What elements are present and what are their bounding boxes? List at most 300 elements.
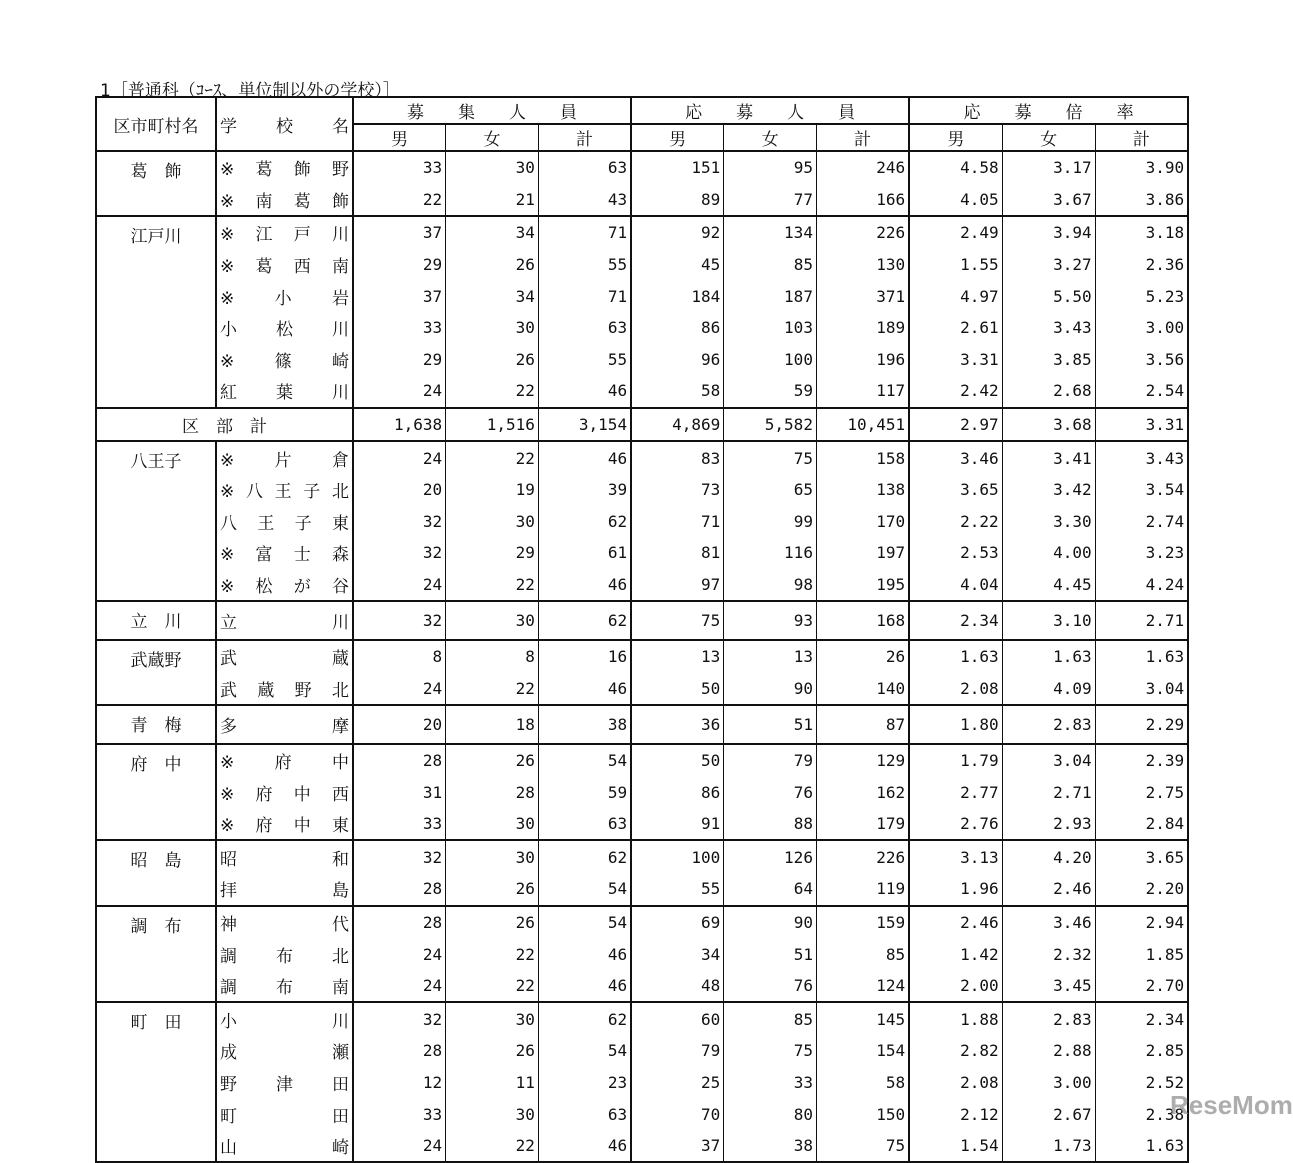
value-cell: 29 [353, 344, 446, 376]
value-cell: 62 [538, 506, 631, 538]
value-cell: 73 [631, 474, 724, 506]
value-cell: 2.08 [909, 1067, 1002, 1099]
value-cell: 2.12 [909, 1098, 1002, 1130]
subtotal-label: 区 部 計 [96, 408, 353, 442]
value-cell: 60 [631, 1002, 724, 1035]
value-cell: 96 [631, 344, 724, 376]
value-cell: 2.61 [909, 312, 1002, 344]
school-name: 紅 葉 川 [216, 375, 353, 408]
value-cell: 3.68 [1002, 408, 1095, 442]
value-cell: 31 [353, 776, 446, 808]
value-cell: 5.23 [1095, 280, 1188, 312]
value-cell: 4.24 [1095, 569, 1188, 602]
value-cell: 116 [724, 537, 817, 569]
value-cell: 1.73 [1002, 1130, 1095, 1163]
value-cell: 61 [538, 537, 631, 569]
value-cell: 98 [724, 569, 817, 602]
value-cell: 80 [724, 1098, 817, 1130]
region-cell: 八王子 [96, 441, 216, 601]
value-cell: 34 [446, 280, 539, 312]
value-cell: 26 [446, 1035, 539, 1067]
value-cell: 46 [538, 970, 631, 1003]
value-cell: 20 [353, 705, 446, 744]
value-cell: 62 [538, 601, 631, 640]
table-row [96, 184, 1188, 217]
value-cell: 2.93 [1002, 808, 1095, 841]
value-cell: 226 [816, 840, 909, 873]
value-cell: 24 [353, 970, 446, 1003]
value-cell: 13 [724, 640, 817, 673]
value-cell: 170 [816, 506, 909, 538]
value-cell: 19 [446, 474, 539, 506]
value-cell: 1.88 [909, 1002, 1002, 1035]
table-row [96, 744, 1188, 777]
subtotal-row [96, 408, 1188, 442]
value-cell: 33 [724, 1067, 817, 1099]
table-row [96, 840, 1188, 873]
school-name: 武 蔵 [216, 640, 353, 673]
header-region: 区市町村名 [96, 97, 216, 151]
value-cell: 3.17 [1002, 151, 1095, 184]
value-cell: 63 [538, 151, 631, 184]
subheader-total: 計 [538, 124, 631, 151]
value-cell: 196 [816, 344, 909, 376]
school-name: 拝 島 [216, 873, 353, 906]
table-row [96, 970, 1188, 1003]
value-cell: 81 [631, 537, 724, 569]
value-cell: 13 [631, 640, 724, 673]
value-cell: 2.00 [909, 970, 1002, 1003]
table-row [96, 249, 1188, 281]
value-cell: 90 [724, 906, 817, 939]
value-cell: 65 [724, 474, 817, 506]
table-row [96, 537, 1188, 569]
value-cell: 24 [353, 569, 446, 602]
admissions-table [95, 96, 1189, 1163]
value-cell: 75 [631, 601, 724, 640]
value-cell: 129 [816, 744, 909, 777]
table-row [96, 776, 1188, 808]
value-cell: 30 [446, 312, 539, 344]
value-cell: 1.63 [1002, 640, 1095, 673]
value-cell: 187 [724, 280, 817, 312]
school-name: ※ 府 中 [216, 744, 353, 777]
table-row [96, 1067, 1188, 1099]
school-name: ※ 松 が 谷 [216, 569, 353, 602]
value-cell: 2.34 [909, 601, 1002, 640]
region-cell: 府 中 [96, 744, 216, 841]
value-cell: 22 [446, 938, 539, 970]
value-cell: 23 [538, 1067, 631, 1099]
subheader-male: 男 [909, 124, 1002, 151]
table-row [96, 906, 1188, 939]
table-row [96, 705, 1188, 744]
value-cell: 37 [353, 216, 446, 249]
value-cell: 1,516 [446, 408, 539, 442]
school-name: ※ 富 士 森 [216, 537, 353, 569]
value-cell: 46 [538, 375, 631, 408]
value-cell: 159 [816, 906, 909, 939]
value-cell: 2.32 [1002, 938, 1095, 970]
value-cell: 28 [446, 776, 539, 808]
value-cell: 62 [538, 840, 631, 873]
value-cell: 3.90 [1095, 151, 1188, 184]
value-cell: 2.94 [1095, 906, 1188, 939]
value-cell: 2.83 [1002, 1002, 1095, 1035]
value-cell: 71 [538, 280, 631, 312]
value-cell: 20 [353, 474, 446, 506]
value-cell: 2.82 [909, 1035, 1002, 1067]
value-cell: 184 [631, 280, 724, 312]
value-cell: 76 [724, 776, 817, 808]
value-cell: 92 [631, 216, 724, 249]
value-cell: 39 [538, 474, 631, 506]
value-cell: 16 [538, 640, 631, 673]
header-oubo: 応 募 人 員 [631, 97, 909, 124]
value-cell: 10,451 [816, 408, 909, 442]
value-cell: 28 [353, 744, 446, 777]
section-title: 1［普通科（ｺｰｽ、単位制以外の学校）］ [100, 81, 400, 101]
value-cell: 4.58 [909, 151, 1002, 184]
value-cell: 22 [446, 673, 539, 706]
value-cell: 83 [631, 441, 724, 474]
value-cell: 3.18 [1095, 216, 1188, 249]
value-cell: 179 [816, 808, 909, 841]
value-cell: 4.00 [1002, 537, 1095, 569]
value-cell: 2.74 [1095, 506, 1188, 538]
school-name: ※ 篠 崎 [216, 344, 353, 376]
value-cell: 3.45 [1002, 970, 1095, 1003]
value-cell: 22 [446, 970, 539, 1003]
value-cell: 2.08 [909, 673, 1002, 706]
value-cell: 1.55 [909, 249, 1002, 281]
value-cell: 4.45 [1002, 569, 1095, 602]
value-cell: 26 [446, 744, 539, 777]
value-cell: 75 [724, 1035, 817, 1067]
table-row [96, 640, 1188, 673]
value-cell: 3.94 [1002, 216, 1095, 249]
value-cell: 32 [353, 601, 446, 640]
value-cell: 162 [816, 776, 909, 808]
value-cell: 2.22 [909, 506, 1002, 538]
value-cell: 4,869 [631, 408, 724, 442]
school-name: ※ 小 岩 [216, 280, 353, 312]
value-cell: 95 [724, 151, 817, 184]
value-cell: 54 [538, 1035, 631, 1067]
value-cell: 30 [446, 1098, 539, 1130]
value-cell: 2.88 [1002, 1035, 1095, 1067]
value-cell: 64 [724, 873, 817, 906]
value-cell: 38 [538, 705, 631, 744]
value-cell: 63 [538, 1098, 631, 1130]
subheader-total: 計 [816, 124, 909, 151]
school-name: ※ 府 中 西 [216, 776, 353, 808]
school-name: 武 蔵 野 北 [216, 673, 353, 706]
table-row [96, 280, 1188, 312]
value-cell: 63 [538, 312, 631, 344]
value-cell: 119 [816, 873, 909, 906]
value-cell: 63 [538, 808, 631, 841]
school-name: 小 川 [216, 1002, 353, 1035]
value-cell: 54 [538, 744, 631, 777]
value-cell: 2.52 [1095, 1067, 1188, 1099]
value-cell: 140 [816, 673, 909, 706]
value-cell: 32 [353, 537, 446, 569]
value-cell: 55 [631, 873, 724, 906]
value-cell: 12 [353, 1067, 446, 1099]
value-cell: 130 [816, 249, 909, 281]
value-cell: 3.85 [1002, 344, 1095, 376]
table-row [96, 1002, 1188, 1035]
value-cell: 197 [816, 537, 909, 569]
value-cell: 24 [353, 375, 446, 408]
region-cell: 葛 飾 [96, 151, 216, 216]
subheader-total: 計 [1095, 124, 1188, 151]
table-row [96, 1035, 1188, 1067]
table-row [96, 344, 1188, 376]
value-cell: 37 [353, 280, 446, 312]
table-row [96, 673, 1188, 706]
value-cell: 4.97 [909, 280, 1002, 312]
value-cell: 2.29 [1095, 705, 1188, 744]
value-cell: 43 [538, 184, 631, 217]
value-cell: 46 [538, 569, 631, 602]
value-cell: 55 [538, 249, 631, 281]
table-row [96, 601, 1188, 640]
value-cell: 124 [816, 970, 909, 1003]
value-cell: 5.50 [1002, 280, 1095, 312]
school-name: 神 代 [216, 906, 353, 939]
school-name: 町 田 [216, 1098, 353, 1130]
value-cell: 2.68 [1002, 375, 1095, 408]
school-name: 八 王 子 東 [216, 506, 353, 538]
value-cell: 195 [816, 569, 909, 602]
school-name: ※ 南 葛 飾 [216, 184, 353, 217]
school-name: 昭 和 [216, 840, 353, 873]
value-cell: 154 [816, 1035, 909, 1067]
table-row [96, 569, 1188, 602]
value-cell: 1.63 [909, 640, 1002, 673]
value-cell: 3.65 [909, 474, 1002, 506]
table-row [96, 441, 1188, 474]
table-row [96, 938, 1188, 970]
region-cell: 調 布 [96, 906, 216, 1003]
value-cell: 85 [724, 1002, 817, 1035]
value-cell: 69 [631, 906, 724, 939]
value-cell: 90 [724, 673, 817, 706]
value-cell: 50 [631, 744, 724, 777]
value-cell: 2.67 [1002, 1098, 1095, 1130]
subheader-female: 女 [446, 124, 539, 151]
table-row [96, 216, 1188, 249]
value-cell: 25 [631, 1067, 724, 1099]
resemom-watermark: ReseMom [1170, 1090, 1293, 1120]
value-cell: 3.04 [1095, 673, 1188, 706]
value-cell: 86 [631, 776, 724, 808]
value-cell: 24 [353, 938, 446, 970]
region-cell: 立 川 [96, 601, 216, 640]
subheader-male: 男 [353, 124, 446, 151]
value-cell: 71 [538, 216, 631, 249]
value-cell: 33 [353, 312, 446, 344]
school-name: 立 川 [216, 601, 353, 640]
region-cell: 昭 島 [96, 840, 216, 905]
value-cell: 32 [353, 1002, 446, 1035]
value-cell: 22 [446, 1130, 539, 1163]
value-cell: 26 [446, 344, 539, 376]
value-cell: 48 [631, 970, 724, 1003]
table-row [96, 375, 1188, 408]
value-cell: 33 [353, 151, 446, 184]
value-cell: 2.49 [909, 216, 1002, 249]
value-cell: 59 [538, 776, 631, 808]
value-cell: 3.54 [1095, 474, 1188, 506]
value-cell: 226 [816, 216, 909, 249]
value-cell: 8 [446, 640, 539, 673]
value-cell: 4.09 [1002, 673, 1095, 706]
value-cell: 1.79 [909, 744, 1002, 777]
table-row [96, 474, 1188, 506]
value-cell: 3.56 [1095, 344, 1188, 376]
value-cell: 22 [446, 569, 539, 602]
table-row [96, 312, 1188, 344]
value-cell: 54 [538, 873, 631, 906]
value-cell: 2.38 [1095, 1098, 1188, 1130]
value-cell: 22 [446, 375, 539, 408]
value-cell: 46 [538, 441, 631, 474]
value-cell: 3.10 [1002, 601, 1095, 640]
value-cell: 2.75 [1095, 776, 1188, 808]
value-cell: 3.31 [909, 344, 1002, 376]
header-boshu: 募 集 人 員 [353, 97, 631, 124]
value-cell: 2.84 [1095, 808, 1188, 841]
table-row [96, 506, 1188, 538]
value-cell: 3.65 [1095, 840, 1188, 873]
value-cell: 54 [538, 906, 631, 939]
value-cell: 166 [816, 184, 909, 217]
value-cell: 30 [446, 601, 539, 640]
value-cell: 3.43 [1095, 441, 1188, 474]
value-cell: 3.00 [1002, 1067, 1095, 1099]
value-cell: 30 [446, 840, 539, 873]
value-cell: 30 [446, 506, 539, 538]
value-cell: 4.04 [909, 569, 1002, 602]
school-name: 多 摩 [216, 705, 353, 744]
table-row [96, 808, 1188, 841]
value-cell: 91 [631, 808, 724, 841]
value-cell: 85 [724, 249, 817, 281]
value-cell: 24 [353, 441, 446, 474]
region-cell: 江戸川 [96, 216, 216, 408]
value-cell: 1.42 [909, 938, 1002, 970]
table-row [96, 151, 1188, 184]
value-cell: 46 [538, 938, 631, 970]
value-cell: 168 [816, 601, 909, 640]
value-cell: 18 [446, 705, 539, 744]
value-cell: 1.63 [1095, 1130, 1188, 1163]
value-cell: 3.23 [1095, 537, 1188, 569]
subheader-male: 男 [631, 124, 724, 151]
value-cell: 2.97 [909, 408, 1002, 442]
value-cell: 4.05 [909, 184, 1002, 217]
school-name: 野 津 田 [216, 1067, 353, 1099]
value-cell: 99 [724, 506, 817, 538]
value-cell: 30 [446, 1002, 539, 1035]
school-name: ※ 片 倉 [216, 441, 353, 474]
school-name: ※ 府 中 東 [216, 808, 353, 841]
value-cell: 87 [816, 705, 909, 744]
value-cell: 97 [631, 569, 724, 602]
value-cell: 2.71 [1095, 601, 1188, 640]
value-cell: 24 [353, 673, 446, 706]
value-cell: 1.96 [909, 873, 1002, 906]
value-cell: 3.31 [1095, 408, 1188, 442]
school-name: 小 松 川 [216, 312, 353, 344]
value-cell: 11 [446, 1067, 539, 1099]
region-cell: 青 梅 [96, 705, 216, 744]
value-cell: 70 [631, 1098, 724, 1130]
value-cell: 30 [446, 808, 539, 841]
value-cell: 5,582 [724, 408, 817, 442]
value-cell: 3.00 [1095, 312, 1188, 344]
value-cell: 150 [816, 1098, 909, 1130]
value-cell: 145 [816, 1002, 909, 1035]
value-cell: 33 [353, 808, 446, 841]
value-cell: 3.13 [909, 840, 1002, 873]
value-cell: 2.53 [909, 537, 1002, 569]
value-cell: 75 [724, 441, 817, 474]
school-name: 調 布 北 [216, 938, 353, 970]
header-bairitsu: 応 募 倍 率 [909, 97, 1188, 124]
value-cell: 1,638 [353, 408, 446, 442]
table-row [96, 1130, 1188, 1163]
value-cell: 1.85 [1095, 938, 1188, 970]
value-cell: 117 [816, 375, 909, 408]
value-cell: 3.27 [1002, 249, 1095, 281]
value-cell: 2.46 [1002, 873, 1095, 906]
value-cell: 50 [631, 673, 724, 706]
value-cell: 3.46 [1002, 906, 1095, 939]
value-cell: 36 [631, 705, 724, 744]
value-cell: 2.76 [909, 808, 1002, 841]
value-cell: 2.71 [1002, 776, 1095, 808]
value-cell: 55 [538, 344, 631, 376]
school-name: 成 瀬 [216, 1035, 353, 1067]
value-cell: 22 [353, 184, 446, 217]
value-cell: 34 [631, 938, 724, 970]
value-cell: 2.34 [1095, 1002, 1188, 1035]
value-cell: 58 [631, 375, 724, 408]
value-cell: 158 [816, 441, 909, 474]
value-cell: 29 [446, 537, 539, 569]
value-cell: 100 [724, 344, 817, 376]
value-cell: 134 [724, 216, 817, 249]
value-cell: 2.85 [1095, 1035, 1188, 1067]
value-cell: 85 [816, 938, 909, 970]
value-cell: 51 [724, 938, 817, 970]
value-cell: 371 [816, 280, 909, 312]
subheader-female: 女 [724, 124, 817, 151]
value-cell: 2.20 [1095, 873, 1188, 906]
value-cell: 45 [631, 249, 724, 281]
value-cell: 3.30 [1002, 506, 1095, 538]
value-cell: 1.63 [1095, 640, 1188, 673]
value-cell: 2.42 [909, 375, 1002, 408]
value-cell: 24 [353, 1130, 446, 1163]
value-cell: 75 [816, 1130, 909, 1163]
value-cell: 2.54 [1095, 375, 1188, 408]
value-cell: 246 [816, 151, 909, 184]
